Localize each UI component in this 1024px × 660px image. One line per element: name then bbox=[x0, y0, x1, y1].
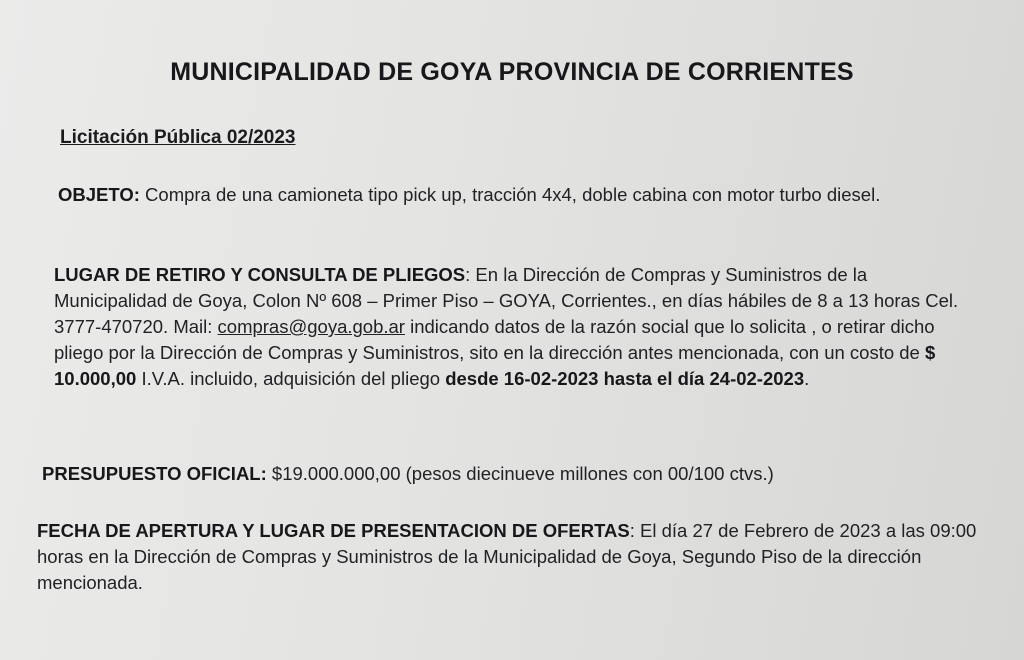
tender-number: Licitación Pública 02/2023 bbox=[60, 127, 296, 148]
lugar-paragraph bbox=[54, 262, 984, 392]
fecha-text: : El día 27 de Febrero de 2023 a las 09:00 horas en la Dirección de Compras y Suministros de la Municipalidad de Goya, Segundo Piso de la dirección mencionada. bbox=[37, 520, 977, 593]
lugar-text-1: : En la Dirección de Compras y Suministros de la Municipalidad de Goya, Colon Nº 608 – Primer Piso – GOYA, Corrientes., en días hábiles de 8 a 13 horas Cel. 3777-470720. Mail: bbox=[54, 264, 959, 337]
email-link[interactable]: compras@goya.gob.ar bbox=[217, 316, 405, 337]
lugar-text-3: I.V.A. incluido, adquisición del pliego bbox=[136, 368, 446, 389]
lugar-label: LUGAR DE RETIRO Y CONSULTA DE PLIEGOS bbox=[54, 264, 466, 285]
pliego-cost: $ 10.000,00 bbox=[54, 342, 936, 389]
presupuesto-label: PRESUPUESTO OFICIAL: bbox=[42, 463, 267, 484]
fecha-paragraph bbox=[37, 518, 997, 596]
pliego-dates: desde 16-02-2023 hasta el día 24-02-2023 bbox=[445, 368, 805, 389]
objeto-paragraph bbox=[58, 182, 978, 208]
objeto-label: OBJETO: bbox=[58, 184, 140, 205]
lugar-text-2: indicando datos de la razón social que lo solicita , o retirar dicho pliego por la Dirección de Compras y Suministros, sito en la dirección antes mencionada, con un costo de bbox=[54, 316, 935, 363]
objeto-text: Compra de una camioneta tipo pick up, tracción 4x4, doble cabina con motor turbo diesel. bbox=[139, 184, 881, 205]
lugar-text-4: . bbox=[804, 368, 810, 389]
fecha-label: FECHA DE APERTURA Y LUGAR DE PRESENTACION DE OFERTAS bbox=[37, 520, 630, 541]
document-title: MUNICIPALIDAD DE GOYA PROVINCIA DE CORRIENTES bbox=[170, 58, 854, 86]
presupuesto-paragraph bbox=[42, 461, 982, 487]
presupuesto-text: $19.000.000,00 (pesos diecinueve millones con 00/100 ctvs.) bbox=[266, 463, 774, 484]
